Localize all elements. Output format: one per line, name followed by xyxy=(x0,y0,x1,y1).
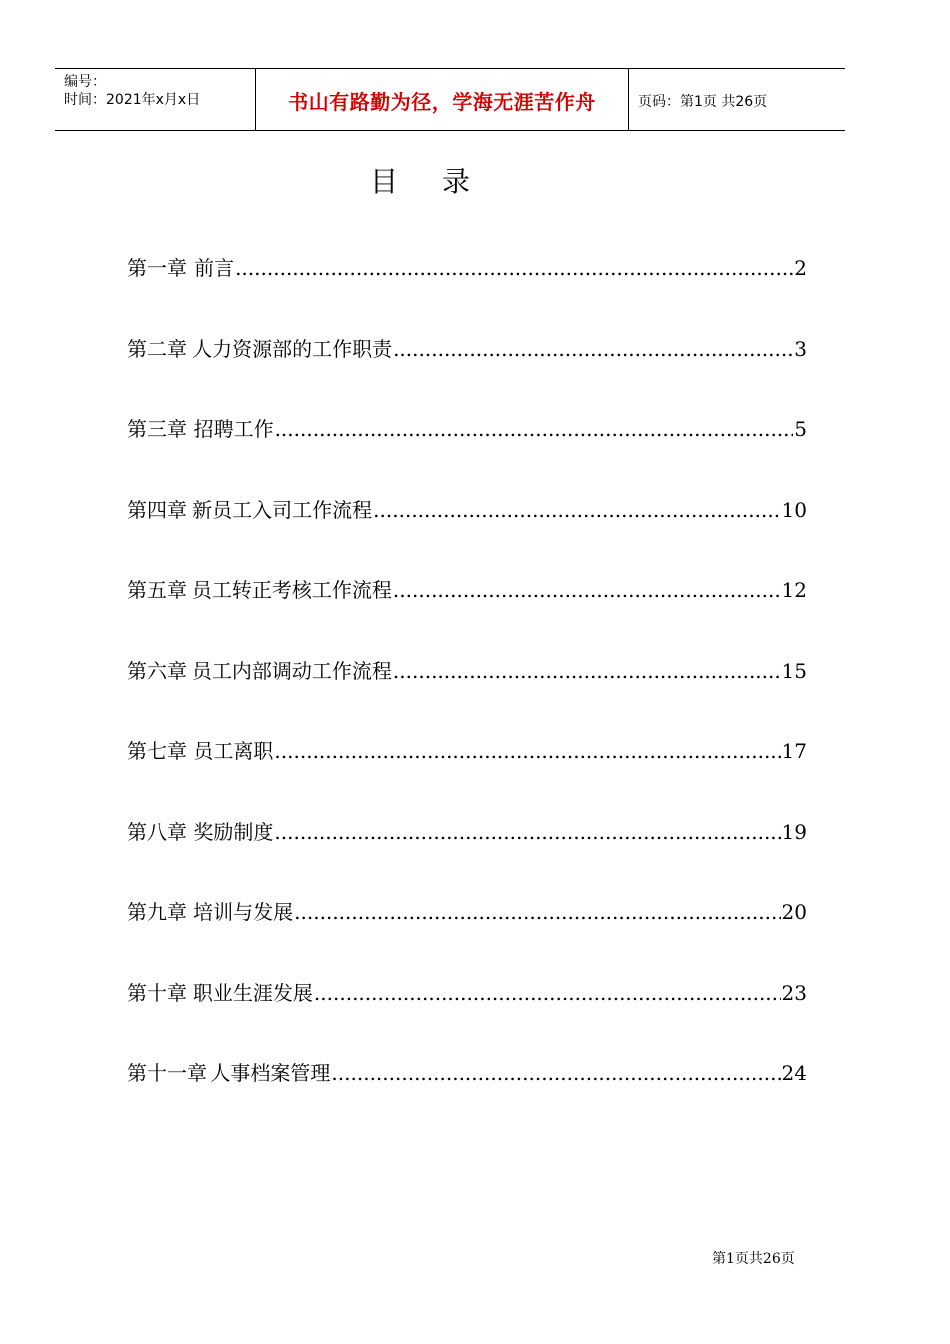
toc-leader-dots xyxy=(373,494,780,526)
toc-leader-dots xyxy=(314,977,781,1009)
toc-leader-dots xyxy=(393,655,781,687)
toc-chapter-label: 第八章 xyxy=(127,819,187,844)
toc-leader-dots xyxy=(235,252,793,284)
header-motto: 书山有路勤为径，学海无涯苦作舟 xyxy=(288,90,596,114)
toc-entry[interactable] xyxy=(127,1057,807,1138)
toc-title: 目录 xyxy=(369,165,514,198)
toc-chapter-label: 第一章 xyxy=(127,256,187,280)
toc-page-number: 20 xyxy=(781,900,807,924)
toc-chapter-label: 第四章 xyxy=(127,497,187,522)
toc-leader-dots xyxy=(393,574,781,606)
toc-leader-dots xyxy=(274,816,780,848)
document-header xyxy=(55,68,845,131)
toc-chapter-title: 人力资源部的工作职责 xyxy=(192,336,393,361)
toc-entry[interactable] xyxy=(127,655,807,736)
toc-chapter-label: 第十一章 xyxy=(127,1061,207,1085)
toc-chapter-label: 第九章 xyxy=(127,900,187,924)
toc-entry[interactable] xyxy=(127,896,807,977)
toc-chapter-title: 员工离职 xyxy=(193,739,274,763)
toc-page-number: 12 xyxy=(781,578,807,602)
toc-page-number: 17 xyxy=(781,739,807,763)
toc-entry[interactable] xyxy=(127,333,807,414)
toc-chapter-title: 人事档案管理 xyxy=(210,1061,331,1085)
toc-chapter-title: 员工转正考核工作流程 xyxy=(191,578,392,602)
toc-chapter-title: 前言 xyxy=(194,256,235,280)
toc-page-number: 23 xyxy=(781,980,807,1005)
toc-leader-dots xyxy=(274,735,780,767)
toc-entry[interactable] xyxy=(127,252,807,333)
header-number-label: 编号： xyxy=(64,74,106,90)
header-time-label: 时间：2021年x月x日 xyxy=(64,92,201,108)
toc-leader-dots xyxy=(275,413,794,445)
header-motto-cell xyxy=(256,69,629,130)
header-page-cell xyxy=(629,69,845,130)
toc-chapter-title: 培训与发展 xyxy=(193,900,294,924)
toc-chapter-label: 第六章 xyxy=(127,658,187,683)
toc-entry[interactable] xyxy=(127,494,807,575)
toc-chapter-label: 第十章 xyxy=(127,980,187,1005)
toc-leader-dots xyxy=(393,333,793,365)
toc-chapter-title: 员工内部调动工作流程 xyxy=(191,658,392,683)
toc-entry[interactable] xyxy=(127,413,807,494)
toc-page-number: 24 xyxy=(781,1061,807,1085)
toc-page-number: 19 xyxy=(781,819,807,844)
toc-entry[interactable] xyxy=(127,816,807,897)
toc-page-number: 10 xyxy=(781,497,807,522)
toc-leader-dots xyxy=(331,1057,780,1089)
toc-page-number: 5 xyxy=(794,417,807,441)
toc-chapter-title: 新员工入司工作流程 xyxy=(192,497,373,522)
page-footer: 第1页共26页 xyxy=(712,1251,795,1267)
toc-page-number: 2 xyxy=(794,256,807,280)
toc-page-number: 3 xyxy=(794,336,807,361)
toc-chapter-title: 招聘工作 xyxy=(193,417,274,441)
toc-chapter-title: 奖励制度 xyxy=(193,819,274,844)
toc-chapter-title: 职业生涯发展 xyxy=(192,980,313,1005)
header-meta-cell xyxy=(55,69,256,130)
toc-leader-dots xyxy=(294,896,780,928)
table-of-contents xyxy=(127,252,807,1138)
toc-chapter-label: 第五章 xyxy=(127,578,187,602)
toc-entry[interactable] xyxy=(127,735,807,816)
toc-chapter-label: 第三章 xyxy=(127,417,187,441)
toc-chapter-label: 第二章 xyxy=(127,336,187,361)
toc-entry[interactable] xyxy=(127,977,807,1058)
header-page-label: 页码：第1页 共26页 xyxy=(638,93,768,110)
toc-page-number: 15 xyxy=(781,658,807,683)
toc-entry[interactable] xyxy=(127,574,807,655)
toc-chapter-label: 第七章 xyxy=(127,739,187,763)
